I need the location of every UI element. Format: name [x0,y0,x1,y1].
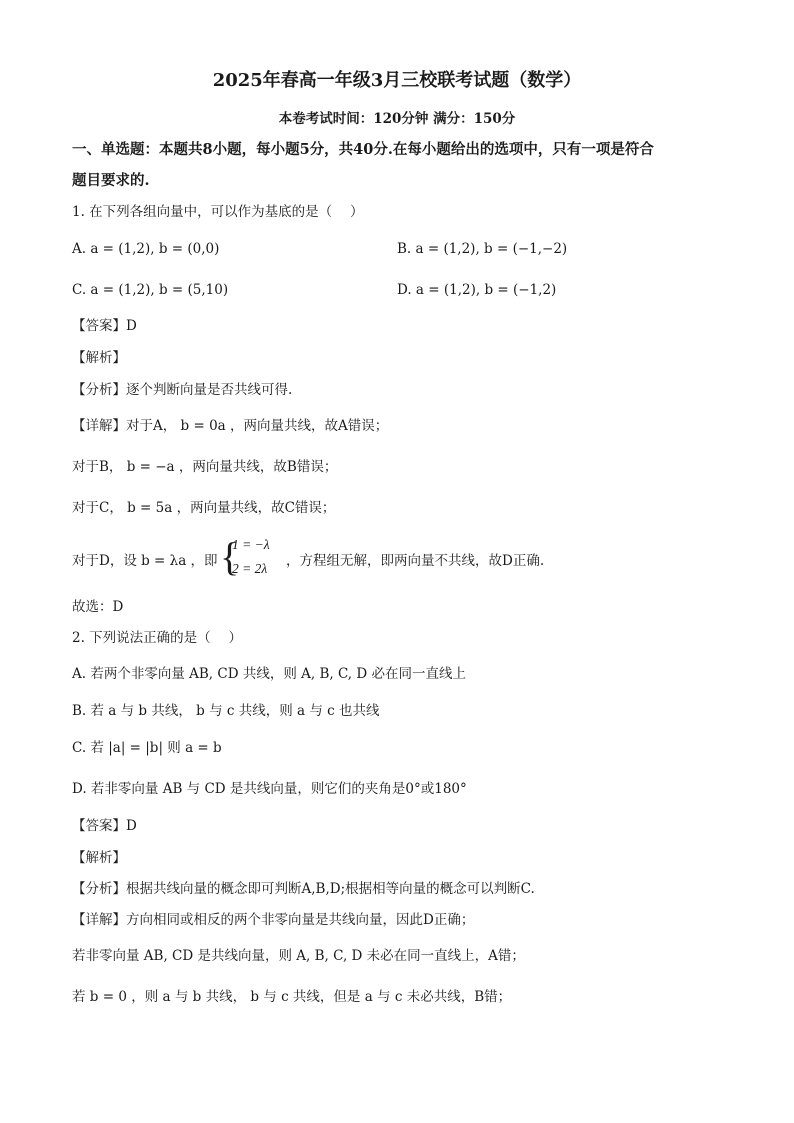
exam-info: 本卷考试时间：120分钟 满分：150分 [278,111,516,127]
q1-detail-c: 对于C， b = 5a ，两向量共线，故C错误； [72,500,336,516]
q2-detail-2: 若非零向量 AB, CD 是共线向量，则 A, B, C, D 未必在同一直线上，A错； [72,948,525,964]
q2-option-d: D. 若非零向量 AB 与 CD 是共线向量，则它们的夹角是0°或180° [72,781,467,797]
section-heading: 一、单选题：本题共8小题，每小题5分，共40分.在每小题给出的选项中，只有一项是符合 [72,141,654,158]
q1-detail-a: 【详解】对于A， b = 0a ，两向量共线，故A错误； [72,418,389,434]
system-equation-2: 2 = 2λ [232,561,268,576]
q1-option-d: D. a = (1,2), b = (−1,2) [397,282,557,298]
q1-option-b: B. a = (1,2), b = (−1,−2) [397,241,568,257]
q2-option-c: C. 若 |a| = |b| 则 a = b [72,740,222,756]
q1-detail-b: 对于B， b = −a ，两向量共线，故B错误； [72,459,338,475]
brace-icon: { [220,534,240,579]
page-title: 2025年春高一年级3月三校联考试题（数学） [212,70,582,91]
system-equation-1: 1 = −λ [232,537,270,552]
q2-analysis: 【分析】根据共线向量的概念即可判断A,B,D;根据相等向量的概念可以判断C. [72,881,535,897]
question-2-stem: 2. 下列说法正确的是（ ） [72,630,242,646]
q1-conclusion: 故选：D [72,599,124,615]
q1-option-a: A. a = (1,2), b = (0,0) [72,241,220,257]
q1-option-c: C. a = (1,2), b = (5,10) [72,282,229,298]
q1-analysis-label: 【解析】 [72,350,126,366]
q1-answer: 【答案】D [72,318,137,334]
section-heading-cont: 题目要求的. [72,172,150,189]
q2-answer: 【答案】D [72,818,137,834]
q2-option-b: B. 若 a 与 b 共线， b 与 c 共线，则 a 与 c 也共线 [72,703,380,719]
question-1-stem: 1. 在下列各组向量中，可以作为基底的是（ ） [72,204,364,220]
q1-detail-d-cont: ，方程组无解，即两向量不共线，故D正确. [286,553,545,569]
q1-detail-d: 对于D，设 b = λa ，即 [72,553,218,569]
q2-analysis-label: 【解析】 [72,850,126,866]
q2-detail-3: 若 b = 0 ，则 a 与 b 共线， b 与 c 共线，但是 a 与 c 未必共线，B错； [72,989,512,1005]
q1-analysis: 【分析】逐个判断向量是否共线可得. [72,382,293,398]
q2-detail-1: 【详解】方向相同或相反的两个非零向量是共线向量，因此D正确； [72,912,475,928]
q2-option-a: A. 若两个非零向量 AB, CD 共线，则 A, B, C, D 必在同一直线上 [72,666,466,682]
